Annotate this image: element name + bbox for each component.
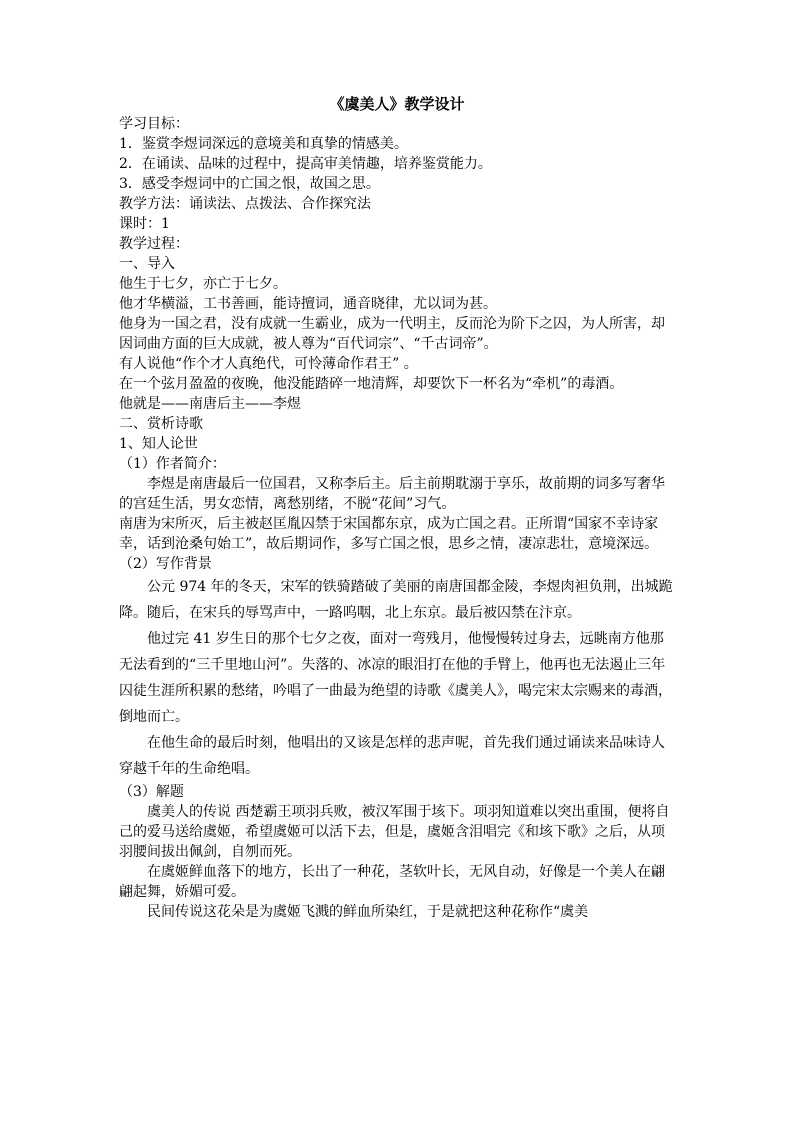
intro-line: 在一个弦月盈盈的夜晚，他没能踏碎一地清辉，却要饮下一杯名为“牵机”的毒酒。 <box>119 376 624 392</box>
document-title: 《虞美人》教学设计 <box>329 95 465 113</box>
background-paragraph: 公元 974 年的冬天，宋军的铁骑踏破了美丽的南唐国都金陵，李煜肉袒负荆，出城跪降。随后，在宋兵的辱骂声中，一路呜咽，北上东京。最后被囚禁在汴京。 <box>119 579 673 621</box>
subsection-heading: （3）解题 <box>119 784 184 800</box>
explain-paragraph: 民间传说这花朵是为虞姬飞溅的鲜血所染红，于是就把这种花称作“虞美 <box>147 904 589 920</box>
objectives-label: 学习目标： <box>119 116 189 132</box>
section-heading: 二、赏析诗歌 <box>119 416 203 432</box>
objective-item: 1．鉴赏李煜词深远的意境美和真挚的情感美。 <box>119 136 408 152</box>
explain-paragraph: 虞美人的传说 西楚霸王项羽兵败，被汉军围于垓下。项羽知道难以突出重围，便将自己的爱马送给虞姬，希望虞姬可以活下去，但是，虞姬含泪唱完《和垓下歌》之后，从项羽腰间拔出佩剑，自刎而死。 <box>119 804 670 860</box>
explain-paragraph: 在虞姬鲜血落下的地方，长出了一种花，茎软叶长，无风自动，好像是一个美人在翩翩起舞，娇媚可爱。 <box>119 864 665 900</box>
objective-item: 3．感受李煜词中的亡国之恨，故国之思。 <box>119 176 380 192</box>
intro-line: 他才华横溢，工书善画，能诗擅词，通音晓律，尤以词为甚。 <box>119 296 497 312</box>
intro-line: 他生于七夕，亦亡于七夕。 <box>119 276 287 292</box>
bio-paragraph: 南唐为宋所灭，后主被赵匡胤囚禁于宋国都东京，成为亡国之君。正所谓“国家不幸诗家幸，话到沧桑句始工”，故后期词作，多写亡国之恨，思乡之情，凄凉悲壮，意境深远。 <box>119 516 659 552</box>
section-heading: 一、导入 <box>119 256 175 272</box>
subsection-heading: 1、知人论世 <box>119 436 198 452</box>
bio-paragraph: 李煜是南唐最后一位国君，又称李后主。后主前期耽溺于享乐，故前期的词多写奢华的宫廷生活，男女恋情，离愁别绪，不脱“花间”习气。 <box>119 476 665 512</box>
background-paragraph: 在他生命的最后时刻，他唱出的又该是怎样的悲声呢，首先我们通过诵读来品味诗人穿越千年的生命绝唱。 <box>119 735 665 777</box>
teaching-method: 教学方法：诵读法、点拨法、合作探究法 <box>119 196 371 212</box>
objective-item: 2．在诵读、品味的过程中，提高审美情趣，培养鉴赏能力。 <box>119 156 492 172</box>
intro-line: 他就是——南唐后主——李煜 <box>119 396 301 412</box>
document-page <box>119 94 675 922</box>
intro-line: 他身为一国之君，没有成就一生霸业，成为一代明主，反而沦为阶下之囚，为人所害，却因词曲方面的巨大成就，被人尊为“百代词宗”、“千古词帝”。 <box>119 316 665 352</box>
subsection-heading: （2）写作背景 <box>119 556 212 572</box>
background-paragraph: 他过完 41 岁生日的那个七夕之夜，面对一弯残月，他慢慢转过身去，远眺南方他那无法看到的“三千里地山河”。失落的、冰凉的眼泪打在他的手臂上，他再也无法遏止三年囚徒生涯所积累的愁绪，吟唱了一曲最为绝望的诗歌《虞美人》，喝完宋太宗赐来的毒酒，倒地而亡。 <box>119 631 672 725</box>
process-label: 教学过程： <box>119 236 189 252</box>
intro-line: 有人说他“作个才人真绝代，可怜薄命作君王” 。 <box>119 356 418 372</box>
class-hours: 课时：1 <box>119 216 170 232</box>
subsection-heading: （1）作者简介： <box>119 456 226 472</box>
